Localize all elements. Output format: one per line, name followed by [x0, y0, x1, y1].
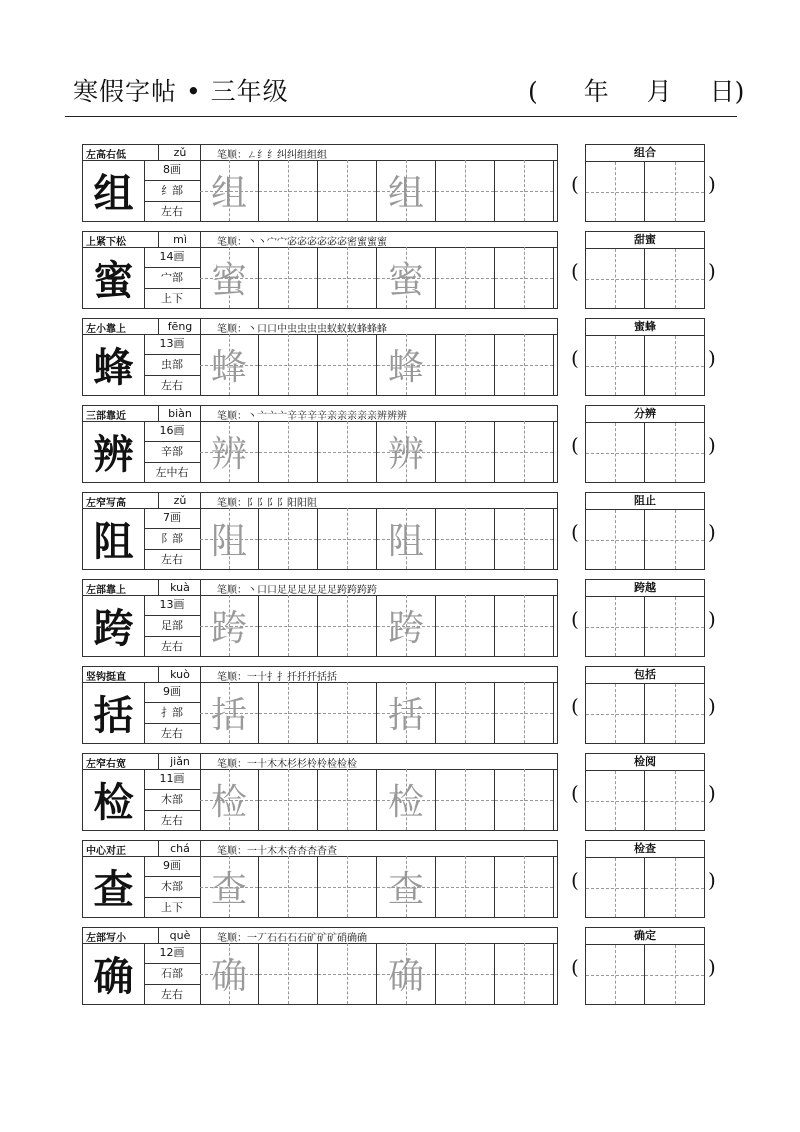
word-open-paren: (: [571, 694, 579, 718]
word-title: 蜜蜂: [586, 319, 704, 336]
char-info: [144, 856, 201, 917]
model-char: 蜜: [83, 247, 145, 308]
stroke-count: 13画: [144, 595, 200, 616]
stroke-order: 笔顺：一十扌扌扦扦扦括括: [217, 672, 337, 683]
model-char: 阻: [83, 508, 145, 569]
stroke-order: 笔顺：ㄥ纟纟纠纠组组组: [217, 150, 327, 161]
word-title: 分辨: [586, 406, 704, 423]
pinyin: zǔ: [173, 494, 187, 507]
writing-grid: [200, 160, 557, 221]
writing-tip: 三部靠近: [86, 411, 126, 422]
writing-cell[interactable]: [436, 247, 495, 308]
writing-cell[interactable]: [495, 508, 554, 569]
model-char: 检: [83, 769, 145, 830]
word-title: 组合: [586, 145, 704, 162]
radical: 辛部: [144, 442, 200, 463]
word-box: [585, 927, 705, 1005]
word-box: [585, 231, 705, 309]
practice-row: [82, 927, 732, 1005]
radical: 木部: [144, 790, 200, 811]
stroke-order: 笔顺：一丆石石石石矿矿矿硝确确: [217, 933, 367, 944]
practice-row: [82, 318, 732, 396]
word-cell[interactable]: [645, 597, 704, 656]
word-box: [585, 405, 705, 483]
trace-char: 检: [387, 782, 424, 823]
word-close-paren: ): [708, 172, 716, 196]
writing-cell[interactable]: [495, 247, 554, 308]
row-header: [82, 492, 558, 509]
word-cell[interactable]: [645, 162, 704, 221]
writing-cell[interactable]: [259, 769, 318, 830]
structure: 左右: [161, 379, 183, 392]
char-info: [144, 160, 201, 221]
writing-cell[interactable]: [318, 421, 377, 482]
word-open-paren: (: [571, 346, 579, 370]
writing-cell[interactable]: [259, 334, 318, 395]
trace-char: 辨: [210, 434, 247, 475]
row-header: [82, 927, 558, 944]
model-char: 辨: [83, 421, 145, 482]
writing-cell[interactable]: [259, 160, 318, 221]
stroke-count: 13画: [144, 334, 200, 355]
trace-char: 括: [210, 695, 247, 736]
word-cell[interactable]: [586, 249, 645, 308]
word-cell[interactable]: [645, 771, 704, 830]
row-body: [82, 508, 558, 570]
word-cell[interactable]: [586, 162, 645, 221]
char-info: [144, 247, 201, 308]
practice-row: [82, 753, 732, 831]
practice-row: [82, 840, 732, 918]
structure: 左中右: [155, 466, 189, 479]
writing-grid: [200, 769, 557, 830]
structure: 左右: [161, 988, 183, 1001]
writing-cell[interactable]: [495, 769, 554, 830]
model-char: 确: [83, 943, 145, 1004]
trace-char: 确: [387, 956, 424, 997]
radical: 木部: [144, 877, 200, 898]
writing-grid: [200, 682, 557, 743]
trace-char: 检: [210, 782, 247, 823]
writing-cell[interactable]: [318, 682, 377, 743]
stroke-count: 11画: [144, 769, 200, 790]
word-close-paren: ): [708, 868, 716, 892]
writing-cell[interactable]: [495, 943, 554, 1004]
writing-cell[interactable]: [318, 334, 377, 395]
date-year-label: 年: [583, 77, 609, 106]
structure: 左右: [161, 640, 183, 653]
word-box: [585, 666, 705, 744]
stroke-order: 笔顺：一十木木杉杉柃柃检检检: [217, 759, 357, 770]
stroke-count: 8画: [144, 160, 200, 181]
word-cell[interactable]: [586, 858, 645, 917]
trace-char: 阻: [210, 521, 247, 562]
writing-tip: 左部靠上: [86, 585, 126, 596]
word-open-paren: (: [571, 607, 579, 631]
writing-cell[interactable]: [200, 769, 259, 830]
row-body: [82, 160, 558, 222]
practice-row: [82, 231, 732, 309]
trace-char: 蜂: [387, 347, 424, 388]
model-char: 蜂: [83, 334, 145, 395]
word-close-paren: ): [708, 955, 716, 979]
structure: 上下: [161, 292, 183, 305]
writing-cell[interactable]: [436, 769, 495, 830]
word-cell[interactable]: [586, 336, 645, 395]
stroke-order: 笔顺：阝阝阝阝阳阳阻: [217, 498, 317, 509]
word-cell[interactable]: [586, 423, 645, 482]
writing-cell[interactable]: [259, 247, 318, 308]
word-cell[interactable]: [586, 597, 645, 656]
writing-cell[interactable]: [200, 682, 259, 743]
writing-cell[interactable]: [318, 247, 377, 308]
word-title: 甜蜜: [586, 232, 704, 249]
word-cell[interactable]: [645, 945, 704, 1004]
writing-cell[interactable]: [259, 943, 318, 1004]
stroke-order: 笔顺：一十木木杏杏杏杳查: [217, 846, 337, 857]
word-box: [585, 318, 705, 396]
word-box: [585, 840, 705, 918]
radical: 阝部: [144, 529, 200, 550]
writing-cell[interactable]: [377, 856, 436, 917]
row-header: [82, 666, 558, 683]
writing-cell[interactable]: [495, 682, 554, 743]
trace-char: 括: [387, 695, 424, 736]
row-body: [82, 247, 558, 309]
trace-char: 组: [210, 173, 247, 214]
structure: 左右: [161, 814, 183, 827]
trace-char: 组: [387, 173, 424, 214]
stroke-count: 14画: [144, 247, 200, 268]
word-title: 跨越: [586, 580, 704, 597]
pinyin: kuò: [170, 668, 190, 681]
radical: 石部: [144, 964, 200, 985]
word-cell[interactable]: [645, 858, 704, 917]
practice-row: [82, 144, 732, 222]
writing-cell[interactable]: [318, 856, 377, 917]
model-char: 组: [83, 160, 145, 221]
row-body: [82, 334, 558, 396]
writing-cell[interactable]: [200, 421, 259, 482]
trace-char: 跨: [210, 608, 247, 649]
writing-cell[interactable]: [436, 943, 495, 1004]
writing-cell[interactable]: [259, 421, 318, 482]
writing-cell[interactable]: [318, 595, 377, 656]
writing-tip: 左窄右宽: [86, 759, 126, 770]
writing-tip: 左高右低: [86, 150, 126, 161]
writing-cell[interactable]: [436, 508, 495, 569]
writing-cell[interactable]: [200, 160, 259, 221]
model-char: 跨: [83, 595, 145, 656]
writing-cell[interactable]: [495, 856, 554, 917]
word-open-paren: (: [571, 259, 579, 283]
writing-cell[interactable]: [495, 334, 554, 395]
writing-cell[interactable]: [200, 508, 259, 569]
model-char: 查: [83, 856, 145, 917]
practice-row: [82, 492, 732, 570]
word-cell[interactable]: [586, 945, 645, 1004]
writing-cell[interactable]: [377, 595, 436, 656]
stroke-order: 笔顺：丶亠亠亠辛辛辛辛亲亲亲亲亲辨辨辨: [217, 411, 407, 422]
stroke-count: 7画: [144, 508, 200, 529]
word-close-paren: ): [708, 781, 716, 805]
practice-row: [82, 405, 732, 483]
row-body: [82, 595, 558, 657]
word-cell[interactable]: [645, 336, 704, 395]
writing-cell[interactable]: [259, 856, 318, 917]
structure: 左右: [161, 553, 183, 566]
writing-cell[interactable]: [495, 160, 554, 221]
char-info: [144, 508, 201, 569]
writing-cell[interactable]: [259, 595, 318, 656]
stroke-order: 笔顺：丶丶宀宀宓宓宓宓宓宓密蜜蜜蜜: [217, 237, 387, 248]
stroke-count: 12画: [144, 943, 200, 964]
word-close-paren: ): [708, 694, 716, 718]
practice-row: [82, 666, 732, 744]
writing-tip: 左窄写高: [86, 498, 126, 509]
writing-cell[interactable]: [436, 160, 495, 221]
row-body: [82, 856, 558, 918]
word-title: 检查: [586, 841, 704, 858]
writing-tip: 左部写小: [86, 933, 126, 944]
char-info: [144, 943, 201, 1004]
word-open-paren: (: [571, 520, 579, 544]
writing-cell[interactable]: [377, 160, 436, 221]
word-close-paren: ): [708, 346, 716, 370]
writing-cell[interactable]: [377, 247, 436, 308]
writing-grid: [200, 595, 557, 656]
writing-cell[interactable]: [200, 595, 259, 656]
writing-cell[interactable]: [377, 769, 436, 830]
word-close-paren: ): [708, 520, 716, 544]
word-title: 确定: [586, 928, 704, 945]
row-header: [82, 318, 558, 335]
word-cell[interactable]: [586, 684, 645, 743]
stroke-count: 16画: [144, 421, 200, 442]
writing-grid: [200, 247, 557, 308]
writing-grid: [200, 943, 557, 1004]
pinyin: biàn: [168, 407, 192, 420]
word-close-paren: ): [708, 607, 716, 631]
practice-row: [82, 579, 732, 657]
char-info: [144, 334, 201, 395]
radical: 宀部: [144, 268, 200, 289]
writing-cell[interactable]: [377, 508, 436, 569]
stroke-order: 笔顺：丶口口足足足足足足跨跨跨跨: [217, 585, 377, 596]
row-body: [82, 682, 558, 744]
writing-cell[interactable]: [377, 421, 436, 482]
model-char: 括: [83, 682, 145, 743]
writing-cell[interactable]: [495, 595, 554, 656]
writing-cell[interactable]: [377, 334, 436, 395]
row-header: [82, 231, 558, 248]
trace-char: 阻: [387, 521, 424, 562]
date-month-label: 月: [646, 77, 672, 106]
word-box: [585, 579, 705, 657]
writing-cell[interactable]: [318, 943, 377, 1004]
word-title: 阻止: [586, 493, 704, 510]
writing-grid: [200, 421, 557, 482]
writing-grid: [200, 856, 557, 917]
radical: 扌部: [144, 703, 200, 724]
row-body: [82, 943, 558, 1005]
char-info: [144, 421, 201, 482]
trace-char: 辨: [387, 434, 424, 475]
word-open-paren: (: [571, 955, 579, 979]
char-info: [144, 682, 201, 743]
radical: 足部: [144, 616, 200, 637]
word-cell[interactable]: [586, 510, 645, 569]
pinyin: chá: [170, 842, 190, 855]
writing-tip: 上紧下松: [86, 237, 126, 248]
trace-char: 查: [387, 869, 424, 910]
row-body: [82, 421, 558, 483]
row-header: [82, 144, 558, 161]
writing-cell[interactable]: [318, 160, 377, 221]
writing-cell[interactable]: [259, 682, 318, 743]
writing-cell[interactable]: [318, 769, 377, 830]
pinyin: zǔ: [173, 146, 187, 159]
char-info: [144, 595, 201, 656]
writing-cell[interactable]: [200, 247, 259, 308]
writing-tip: 竖钩挺直: [86, 672, 126, 683]
pinyin: jiǎn: [170, 755, 190, 768]
page-title: 寒假字帖 • 三年级: [73, 77, 289, 106]
pinyin: què: [169, 929, 191, 942]
word-open-paren: (: [571, 433, 579, 457]
writing-cell[interactable]: [259, 508, 318, 569]
trace-char: 蜜: [387, 260, 424, 301]
radical: 虫部: [144, 355, 200, 376]
row-header: [82, 753, 558, 770]
radical: 纟部: [144, 181, 200, 202]
row-body: [82, 769, 558, 831]
writing-cell[interactable]: [200, 856, 259, 917]
word-box: [585, 492, 705, 570]
word-cell[interactable]: [645, 510, 704, 569]
trace-char: 蜜: [210, 260, 247, 301]
pinyin: mì: [173, 233, 187, 246]
writing-grid: [200, 334, 557, 395]
writing-cell[interactable]: [377, 943, 436, 1004]
date-open-paren: (: [528, 77, 538, 106]
structure: 左右: [161, 727, 183, 740]
writing-cell[interactable]: [436, 334, 495, 395]
writing-cell[interactable]: [200, 334, 259, 395]
word-cell[interactable]: [586, 771, 645, 830]
writing-grid: [200, 508, 557, 569]
date-field: [528, 72, 744, 108]
writing-cell[interactable]: [436, 682, 495, 743]
writing-tip: 中心对正: [86, 846, 126, 857]
word-open-paren: (: [571, 868, 579, 892]
word-open-paren: (: [571, 172, 579, 196]
stroke-count: 9画: [144, 856, 200, 877]
word-cell[interactable]: [645, 423, 704, 482]
structure: 上下: [161, 901, 183, 914]
row-header: [82, 405, 558, 422]
date-day-label: 日): [709, 77, 745, 106]
word-cell[interactable]: [645, 249, 704, 308]
writing-cell[interactable]: [200, 943, 259, 1004]
word-close-paren: ): [708, 433, 716, 457]
row-header: [82, 840, 558, 857]
pinyin: kuà: [170, 581, 190, 594]
header-divider: [65, 116, 737, 117]
word-box: [585, 144, 705, 222]
word-cell[interactable]: [645, 684, 704, 743]
stroke-count: 9画: [144, 682, 200, 703]
word-title: 检阅: [586, 754, 704, 771]
trace-char: 跨: [387, 608, 424, 649]
writing-tip: 左小靠上: [86, 324, 126, 335]
writing-cell[interactable]: [436, 421, 495, 482]
word-close-paren: ): [708, 259, 716, 283]
char-info: [144, 769, 201, 830]
writing-cell[interactable]: [377, 682, 436, 743]
writing-cell[interactable]: [436, 856, 495, 917]
pinyin: fēng: [167, 320, 193, 333]
writing-cell[interactable]: [495, 421, 554, 482]
word-title: 包括: [586, 667, 704, 684]
trace-char: 确: [210, 956, 247, 997]
row-header: [82, 579, 558, 596]
writing-cell[interactable]: [436, 595, 495, 656]
trace-char: 查: [210, 869, 247, 910]
stroke-order: 笔顺：丶口口中虫虫虫虫蚁蚁蚁蜂蜂蜂: [217, 324, 387, 335]
structure: 左右: [161, 205, 183, 218]
word-open-paren: (: [571, 781, 579, 805]
trace-char: 蜂: [210, 347, 247, 388]
word-box: [585, 753, 705, 831]
writing-cell[interactable]: [318, 508, 377, 569]
